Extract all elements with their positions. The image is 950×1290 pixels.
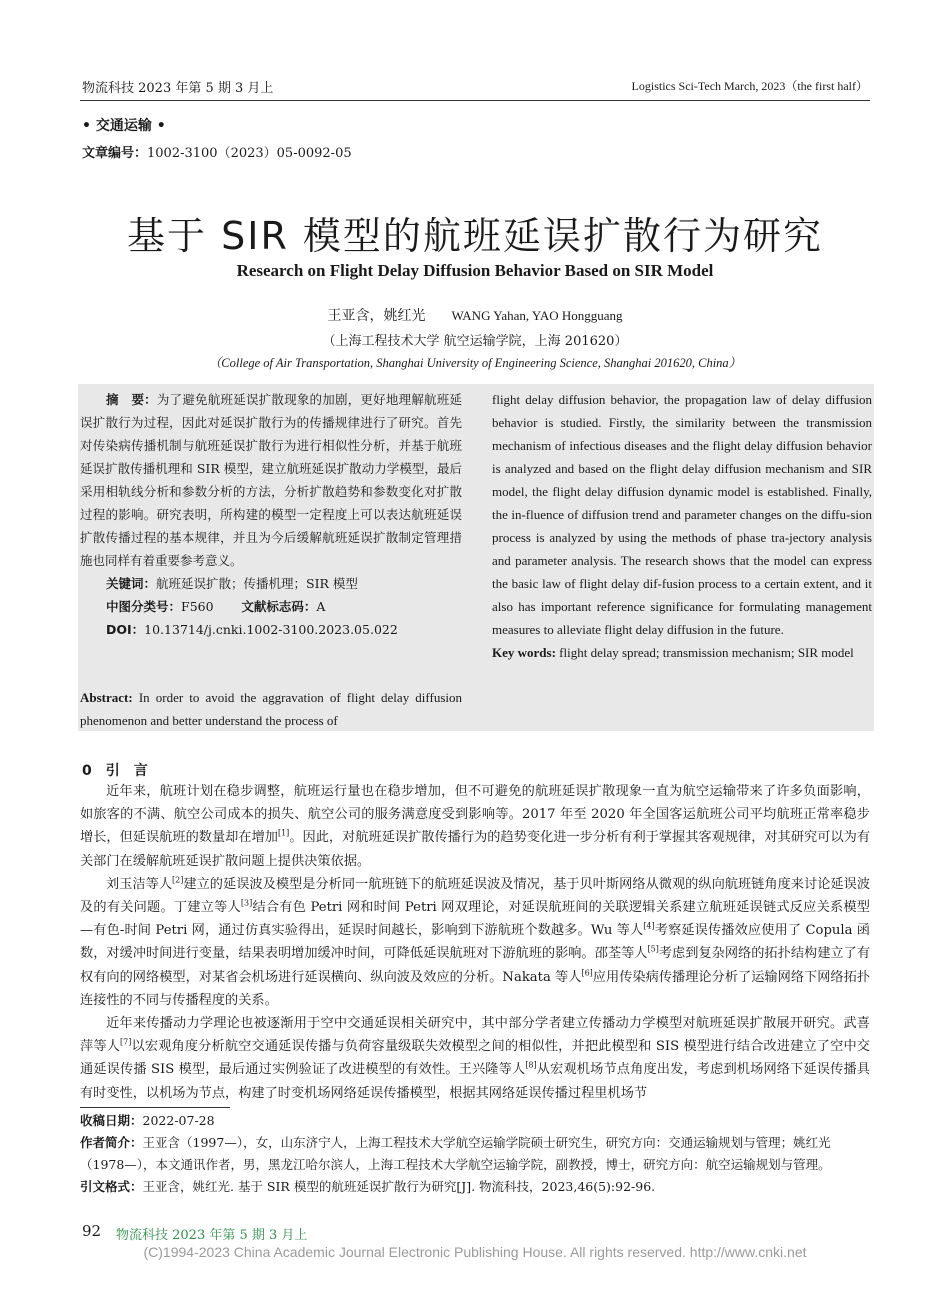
doc-code-value: A xyxy=(316,599,326,614)
article-number-value: 1002-3100（2023）05-0092-05 xyxy=(147,146,352,161)
body-paragraph: 近年来，航班计划在稳步调整，航班运行量也在稳步增加，但不可避免的航班延误扩散现象一直为航空运输带来了许多负面影响，如旅客的不满、航空公司成本的损失、航空公司的服务满意度受到影响等。2017 年至 2020 年全国客运航班公司平均航班正常率稳步增长，但延误航班的数量却在增加[1]。因此，对航班延误扩散传播行为的趋势变化进一步分析有利于掌握其客观规律，对其研究可以为有关部门在缓解航班延误扩散问题上提供决策依据。 xyxy=(80,784,871,869)
footnotes xyxy=(80,1110,870,1198)
citation: [8] xyxy=(525,1061,537,1071)
section-tag: • 交通运输 • xyxy=(82,118,166,134)
copyright-watermark: (C)1994-2023 China Academic Journal Electronic Publishing House. All rights reserved. http://www.cnki.net xyxy=(143,1244,807,1260)
body-paragraph: 刘玉洁等人[2]建立的延误波及模型是分析同一航班链下的航班延误波及情况，基于贝叶斯网络从微观的纵向航班链角度来讨论延误波及的有关问题。丁建立等人[3]结合有色 Petri 网和时间 Petri 网双理论，对延误航班间的关联逻辑关系建立航班延误链式反应关系模型—有色-时间 Petri 网，通过仿真实验得出，延误时间越长，影响到下游航班个数越多。Wu 等人[4]考察延误传播效应使用了 Copula 函数，对缓冲时间进行变量，结果表明增加缓冲时间，可降低延误航班对下游航班的影响。邵荃等人[5]考虑到复杂网络的拓扑结构建立了有权有向的网络模型，对某省会机场进行延误横向、纵向波及效应的分析。Nakata 等人[6]应用传染病传播理论分析了运输网络下网络拓扑连接性的不同与传播程度的关系。 xyxy=(80,875,871,1008)
footer-journal: 物流科技 2023 年第 5 期 3 月上 xyxy=(116,1228,308,1243)
citation: [6] xyxy=(581,968,593,978)
abstract-english-start xyxy=(80,686,462,732)
classification-line xyxy=(80,595,462,618)
running-header-left: 物流科技 2023 年第 5 期 3 月上 xyxy=(82,81,274,96)
abstract-chinese-text: 为了避免航班延误扩散现象的加剧，更好地理解航班延误扩散行为过程，因此对延误扩散行为的传播规律进行了研究。首先对传染病传播机制与航班延误扩散行为进行相似性分析，并基于航班延误扩散传播机理和 SIR 模型，建立航班延误扩散动力学模型，最后采用相轨线分析和参数分析的方法，分析扩散趋势和参数变化对扩散过程的影响。研究表明，所构建的模型一定程度上可以表达航班延误扩散传播过程的基本规律，并且为今后缓解航班延误扩散制定管理措施也同样有着重要参考意义。 xyxy=(80,392,462,568)
abstract-chinese xyxy=(80,388,462,641)
title-chinese: 基于 SIR 模型的航班延误扩散行为研究 xyxy=(127,214,823,258)
article-number-label: 文章编号： xyxy=(82,146,148,161)
clc-label: 中图分类号： xyxy=(106,599,182,614)
doc-code-label: 文献标志码： xyxy=(241,599,317,614)
doi-value: 10.13714/j.cnki.1002-3100.2023.05.022 xyxy=(144,622,398,637)
running-header-right: Logistics Sci-Tech March, 2023（the first half） xyxy=(631,79,868,93)
citation-format: 引文格式：王亚含，姚红光. 基于 SIR 模型的航班延误扩散行为研究[J]. 物流科技，2023,46(5):92-96. xyxy=(80,1179,656,1194)
abstract-chinese-paragraph xyxy=(80,388,462,572)
affiliation-english: （College of Air Transportation, Shanghai University of Engineering Science, Shanghai 201620, China） xyxy=(208,356,742,370)
keywords-value: 航班延误扩散；传播机理；SIR 模型 xyxy=(156,576,358,591)
abstract-english-text-left: In order to avoid the aggravation of flight delay diffusion phenomenon and better understand the process of xyxy=(80,690,462,728)
received-date: 收稿日期：2022-07-28 xyxy=(80,1113,215,1128)
body-paragraph: 近年来传播动力学理论也被逐渐用于空中交通延误相关研究中，其中部分学者建立传播动力学模型对航班延误扩散展开研究。武喜萍等人[7]以宏观角度分析航空交通延误传播与负荷容量级联失效模型之间的相似性，并把此模型和 SIS 模型进行结合改进建立了空中交通延误传播 SIS 模型，最后通过实例验证了改进模型的有效性。王兴隆等人[8]从宏观机场节点角度出发，考虑到机场网络下延误传播具有时变性，以机场为节点，构建了时变机场网络延误传播模型，根据其网络延误传播过程里机场节 xyxy=(80,1016,870,1101)
authors-english: WANG Yahan, YAO Hongguang xyxy=(451,308,623,323)
keywords-english xyxy=(492,641,872,664)
citation: [5] xyxy=(647,945,659,955)
page-number: 92 xyxy=(82,1222,102,1240)
abstract-english-text-right: flight delay diffusion behavior, the propagation law of delay diffusion behavior is studied. Firstly, the similarity between the transmission mechanism of infectious diseases and the flight delay diffusion behavior is analyzed and based on the flight delay diffusion mechanism and SIR model, the flight delay diffusion dynamic model is established. Finally, the in-fluence of diffusion trend and parameter changes on the diffu-sion process is analyzed by using the methods of phase tra-jectory analysis and parameter analysis. The research shows that the model can express the basic law of flight delay dif-fusion process to a certain extent, and it also has important reference significance for formulating management measures to alleviate flight delay diffusion in the future. xyxy=(492,392,872,637)
citation: [1] xyxy=(277,829,290,839)
doi-label: DOI： xyxy=(106,622,145,637)
header-rule xyxy=(80,100,870,101)
affiliation-chinese: （上海工程技术大学 航空运输学院，上海 201620） xyxy=(322,334,628,349)
footnote-rule xyxy=(80,1107,230,1108)
citation: [4] xyxy=(643,921,655,931)
abstract-label: 摘 要： xyxy=(106,392,157,407)
keywords-english-label: Key words: xyxy=(492,645,556,660)
article-number xyxy=(82,142,352,161)
section-heading: 0 引 言 xyxy=(82,763,148,779)
body-text xyxy=(80,780,870,1105)
authors-chinese: 王亚含，姚红光 xyxy=(327,308,426,324)
author-bio: 作者简介：王亚含（1997—），女，山东济宁人，上海工程技术大学航空运输学院硕士研究生，研究方向：交通运输规划与管理；姚红光（1978—），本文通讯作者，男，黑龙江哈尔滨人，上海工程技术大学航空运输学院，副教授，博士，研究方向：航空运输规划与管理。 xyxy=(80,1135,831,1172)
doi-line xyxy=(80,618,462,641)
citation: [2] xyxy=(172,875,184,885)
keywords-english-value: flight delay spread; transmission mechanism; SIR model xyxy=(559,645,854,660)
keywords-label: 关键词： xyxy=(106,576,157,591)
citation: [7] xyxy=(120,1037,132,1047)
abstract-english-label: Abstract: xyxy=(80,690,133,705)
keywords-chinese xyxy=(80,572,462,595)
clc-value: F560 xyxy=(181,599,214,614)
citation: [3] xyxy=(240,898,253,908)
abstract-english-continued xyxy=(492,388,872,664)
authors xyxy=(0,305,950,325)
title-english: Research on Flight Delay Diffusion Behavior Based on SIR Model xyxy=(236,261,714,280)
